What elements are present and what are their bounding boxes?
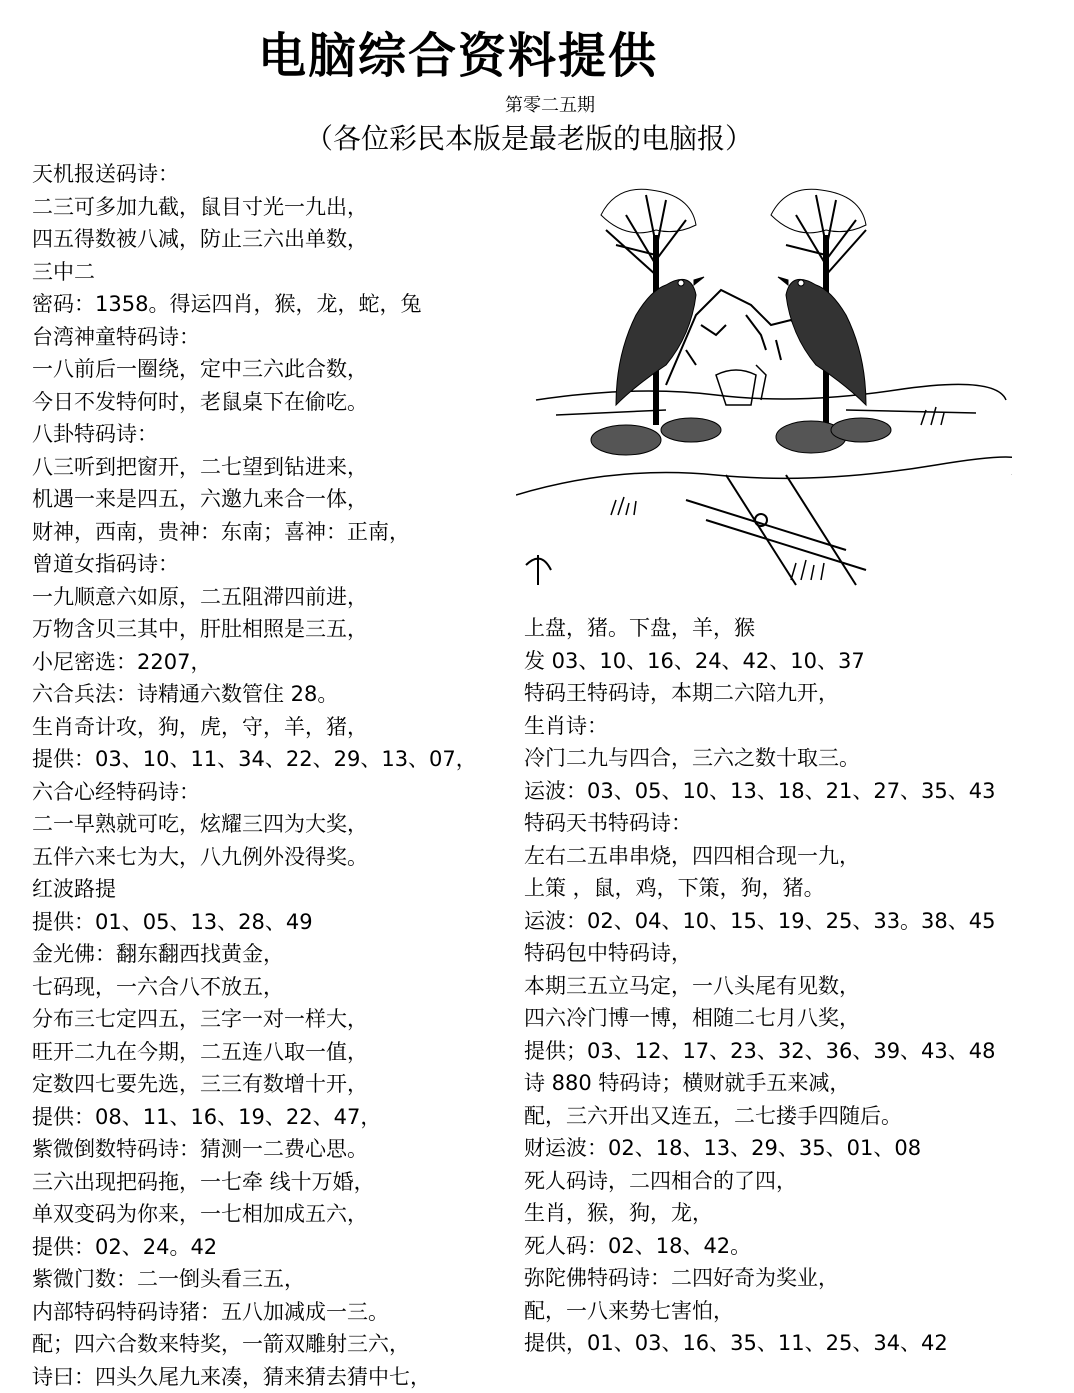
text-line: 机遇一来是四五，六邀九来合一体， xyxy=(32,483,477,516)
text-line: 万物含贝三其中，肝肚相照是三五， xyxy=(32,613,477,646)
tic-tac-toe-grid xyxy=(686,475,866,585)
text-line: 六合兵法：诗精通六数管住 28。 xyxy=(32,678,477,711)
text-line: 诗 880 特码诗；横财就手五来减， xyxy=(524,1067,996,1100)
text-line: 四六冷门博一博，相随二七月八奖， xyxy=(524,1002,996,1035)
text-line: 密码：1358。得运四肖，猴，龙，蛇，兔 xyxy=(32,288,477,321)
text-line: 一八前后一圈绕，定中三六此合数， xyxy=(32,353,477,386)
text-line: 八三听到把窗开，二七望到钻进来， xyxy=(32,451,477,484)
text-line: 小尼密选：2207， xyxy=(32,646,477,679)
page-title: 电脑综合资料提供 xyxy=(258,26,658,86)
text-line: 生肖奇计攻，狗，虎，守，羊，猪， xyxy=(32,711,477,744)
right-column xyxy=(524,612,996,1360)
text-line: 诗曰：四头久尾九来凑，猜来猜去猜中七， xyxy=(32,1361,477,1393)
right-bird xyxy=(778,277,866,405)
text-line: 上策 ，鼠，鸡，下策，狗，猪。 xyxy=(524,872,996,905)
text-line: 发 03、10、16、24、42、10、37 xyxy=(524,645,996,678)
text-line: 死人码：02、18、42。 xyxy=(524,1230,996,1263)
text-line: 四五得数被八减，防止三六出单数， xyxy=(32,223,477,256)
text-line: 财神，西南，贵神：东南；喜神：正南， xyxy=(32,516,477,549)
text-line: 生肖，猴，狗，龙， xyxy=(524,1197,996,1230)
shoreline-drawing xyxy=(516,384,1012,495)
text-line: 冷门二九与四合，三六之数十取三。 xyxy=(524,742,996,775)
text-line: 紫微倒数特码诗：猜测一二费心思。 xyxy=(32,1133,477,1166)
text-line: 分布三七定四五，三字一对一样大， xyxy=(32,1003,477,1036)
text-line: 定数四七要先选，三三有数增十开， xyxy=(32,1068,477,1101)
left-bird xyxy=(616,277,704,405)
text-line: 特码王特码诗，本期二六陪九开， xyxy=(524,677,996,710)
text-line: 运波：03、05、10、13、18、21、27、35、43 xyxy=(524,775,996,808)
text-line: 提供：01、05、13、28、49 xyxy=(32,906,477,939)
text-line: 特码天书特码诗： xyxy=(524,807,996,840)
text-line: 特码包中特码诗， xyxy=(524,937,996,970)
page-subtitle: （各位彩民本版是最老版的电脑报） xyxy=(305,120,753,158)
text-line: 弥陀佛特码诗：二四好奇为奖业， xyxy=(524,1262,996,1295)
left-column xyxy=(32,158,477,1393)
issue-number: 第零二五期 xyxy=(505,94,595,118)
text-line: 五伴六来七为大，八九例外没得奖。 xyxy=(32,841,477,874)
text-line: 三六出现把码拖，一七牵 线十万婚， xyxy=(32,1166,477,1199)
rocks-drawing xyxy=(591,418,891,455)
text-line: 七码现，一六合八不放五， xyxy=(32,971,477,1004)
text-line: 二三可多加九截，鼠目寸光一九出， xyxy=(32,191,477,224)
text-line: 一九顺意六如原，二五阻滞四前进， xyxy=(32,581,477,614)
text-line: 今日不发特何时，老鼠桌下在偷吃。 xyxy=(32,386,477,419)
text-line: 财运波：02、18、13、29、35、01、08 xyxy=(524,1132,996,1165)
signature-mark xyxy=(526,555,551,585)
text-line: 死人码诗，二四相合的了四， xyxy=(524,1165,996,1198)
text-line: 紫微门数：二一倒头看三五， xyxy=(32,1263,477,1296)
text-line: 二一早熟就可吃，炫耀三四为大奖， xyxy=(32,808,477,841)
text-line: 红波路提 xyxy=(32,873,477,906)
text-line: 本期三五立马定，一八头尾有见数， xyxy=(524,970,996,1003)
text-line: 配，三六开出又连五，二七搂手四随后。 xyxy=(524,1100,996,1133)
text-line: 三中二 xyxy=(32,256,477,289)
text-line: 配；四六合数来特奖，一箭双雕射三六， xyxy=(32,1328,477,1361)
text-line: 金光佛：翻东翻西找黄金， xyxy=(32,938,477,971)
text-line: 生肖诗： xyxy=(524,710,996,743)
text-line: 天机报送码诗： xyxy=(32,158,477,191)
text-line: 运波：02、04、10、15、19、25、33。38、45 xyxy=(524,905,996,938)
text-line: 提供，01、03、16、35、11、25、34、42 xyxy=(524,1327,996,1360)
text-line: 左右二五串串烧，四四相合现一九， xyxy=(524,840,996,873)
text-line: 旺开二九在今期，二五连八取一值， xyxy=(32,1036,477,1069)
text-line: 提供：02、24。42 xyxy=(32,1231,477,1264)
text-line: 曾道女指码诗： xyxy=(32,548,477,581)
text-line: 内部特码特码诗猪：五八加减成一三。 xyxy=(32,1296,477,1329)
text-line: 配，一八来势七害怕， xyxy=(524,1295,996,1328)
text-line: 六合心经特码诗： xyxy=(32,776,477,809)
birds-on-trees-illustration xyxy=(516,175,1012,605)
text-line: 八卦特码诗： xyxy=(32,418,477,451)
text-line: 台湾神童特码诗： xyxy=(32,321,477,354)
text-line: 上盘，猪。下盘，羊，猴 xyxy=(524,612,996,645)
text-line: 提供：08、11、16、19、22、47， xyxy=(32,1101,477,1134)
text-line: 单双变码为你来，一七相加成五六， xyxy=(32,1198,477,1231)
text-line: 提供：03、10、11、34、22、29、13、07， xyxy=(32,743,477,776)
text-line: 提供；03、12、17、23、32、36、39、43、48 xyxy=(524,1035,996,1068)
